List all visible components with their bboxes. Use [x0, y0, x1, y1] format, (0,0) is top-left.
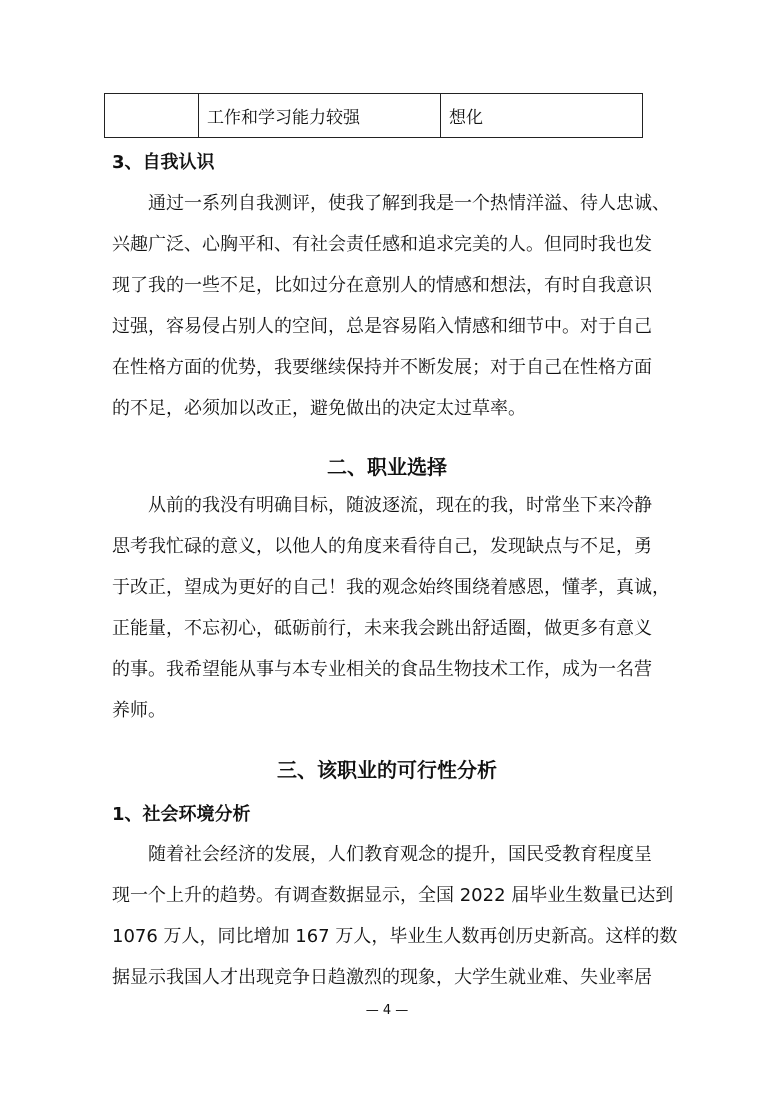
paragraph-line: 据显示我国人才出现竞争日趋激烈的现象，大学生就业难、失业率居	[112, 967, 652, 988]
table-cell-empty	[105, 94, 199, 138]
section-heading-career-choice: 二、职业选择	[327, 455, 447, 479]
paragraph-line: 正能量，不忘初心，砥砺前行，未来我会跳出舒适圈，做更多有意义	[112, 618, 652, 639]
paragraph-line: 思考我忙碌的意义，以他人的角度来看待自己，发现缺点与不足，勇	[112, 536, 652, 557]
sub-heading-social-environment: 1、社会环境分析	[112, 804, 251, 825]
paragraph-career-choice	[112, 485, 672, 731]
paragraph-line: 现了我的一些不足，比如过分在意别人的情感和想法，有时自我意识	[112, 275, 652, 296]
paragraph-line: 兴趣广泛、心胸平和、有社会责任感和追求完美的人。但同时我也发	[112, 234, 652, 255]
paragraph-line: 在性格方面的优势，我要继续保持并不断发展；对于自己在性格方面	[112, 357, 652, 378]
paragraph-line: 随着社会经济的发展，人们教育观念的提升，国民受教育程度呈	[148, 844, 652, 865]
paragraph-self-awareness	[112, 183, 672, 429]
paragraph-line: 于改正，望成为更好的自己！我的观念始终围绕着感恩，懂孝，真诚，	[112, 577, 670, 598]
paragraph-line: 现一个上升的趋势。有调查数据显示，全国 2022 届毕业生数量已达到	[112, 885, 674, 906]
paragraph-social-environment	[112, 834, 678, 998]
table-row	[105, 94, 643, 138]
paragraph-line: 过强，容易侵占别人的空间，总是容易陷入情感和细节中。对于自己	[112, 316, 652, 337]
paragraph-line: 从前的我没有明确目标，随波逐流，现在的我，时常坐下来冷静	[148, 495, 652, 516]
paragraph-line: 的事。我希望能从事与本专业相关的食品生物技术工作，成为一名营	[112, 659, 652, 680]
paragraph-line: 1076 万人，同比增加 167 万人，毕业生人数再创历史新高。这样的数	[112, 926, 678, 947]
section-heading-feasibility: 三、该职业的可行性分析	[277, 758, 497, 782]
page-number: — 4 —	[365, 1003, 409, 1018]
trait-table	[104, 93, 643, 138]
paragraph-line: 养师。	[112, 700, 166, 721]
paragraph-line: 通过一系列自我测评，使我了解到我是一个热情洋溢、待人忠诚、	[148, 193, 670, 214]
paragraph-line: 的不足，必须加以改正，避免做出的决定太过草率。	[112, 398, 526, 419]
table-cell-weakness: 想化	[441, 94, 643, 138]
table-cell-strength: 工作和学习能力较强	[199, 94, 441, 138]
section-heading-self-awareness: 3、自我认识	[112, 152, 215, 173]
